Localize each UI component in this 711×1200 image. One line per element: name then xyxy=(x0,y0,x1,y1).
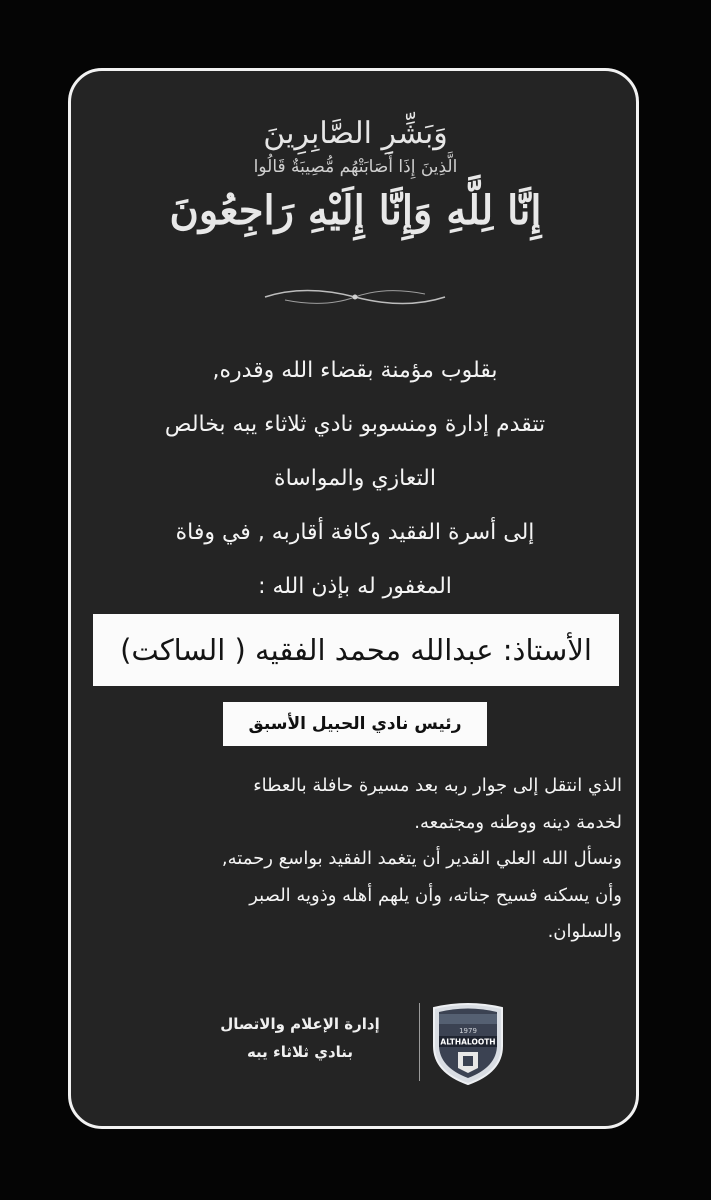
deceased-name: الأستاذ: عبدالله محمد الفقيه ( الساكت) xyxy=(120,633,592,667)
deceased-title: رئيس نادي الحبيل الأسبق xyxy=(248,714,462,734)
body-line: والسلوان. xyxy=(547,921,622,942)
intro-line: تتقدم إدارة ومنسوبو نادي ثلاثاء يبه بخالص xyxy=(164,412,546,437)
body-line: ونسأل الله العلي القدير أن يتغمد الفقيد بواسع رحمته, xyxy=(221,848,622,869)
deceased-name-banner xyxy=(93,614,619,686)
ornament-icon xyxy=(255,282,455,312)
quran-verse xyxy=(0,112,711,244)
body-line: لخدمة دينه ووطنه ومجتمعه. xyxy=(414,811,622,833)
club-crest-icon xyxy=(428,1000,508,1086)
footer-divider xyxy=(419,1003,420,1081)
logo-year: 1979 xyxy=(459,1027,477,1035)
deceased-title-banner xyxy=(223,702,487,746)
logo-club-name: ALTHALOOTH xyxy=(440,1037,496,1047)
intro-line: بقلوب مؤمنة بقضاء الله وقدره, xyxy=(212,358,498,383)
verse-line-1: وَبَشِّرِ الصَّابِرِينَ xyxy=(263,116,448,151)
body-line: وأن يسكنه فسيح جناته، وأن يلهم أهله وذويه الصبر xyxy=(249,884,622,906)
verse-line-2: الَّذِينَ إِذَا أَصَابَتْهُم مُّصِيبَةٌ قَالُوا xyxy=(253,157,458,177)
condolence-body xyxy=(96,768,622,951)
intro-line: التعازي والمواساة xyxy=(274,466,436,491)
body-line: الذي انتقل إلى جوار ربه بعد مسيرة حافلة بالعطاء xyxy=(253,775,622,796)
footer-line-1: إدارة الإعلام والاتصال xyxy=(220,1015,380,1033)
intro-line: إلى أسرة الفقيد وكافة أقاربه , في وفاة xyxy=(175,520,535,545)
footer-signature xyxy=(200,1010,400,1066)
verse-line-3: إِنَّا لِلَّهِ وَإِنَّا إِلَيْهِ رَاجِعُونَ xyxy=(169,187,542,234)
footer-line-2: بنادي ثلاثاء يبه xyxy=(246,1043,354,1061)
intro-line: المغفور له بإذن الله : xyxy=(258,574,452,599)
intro-text xyxy=(90,344,620,614)
